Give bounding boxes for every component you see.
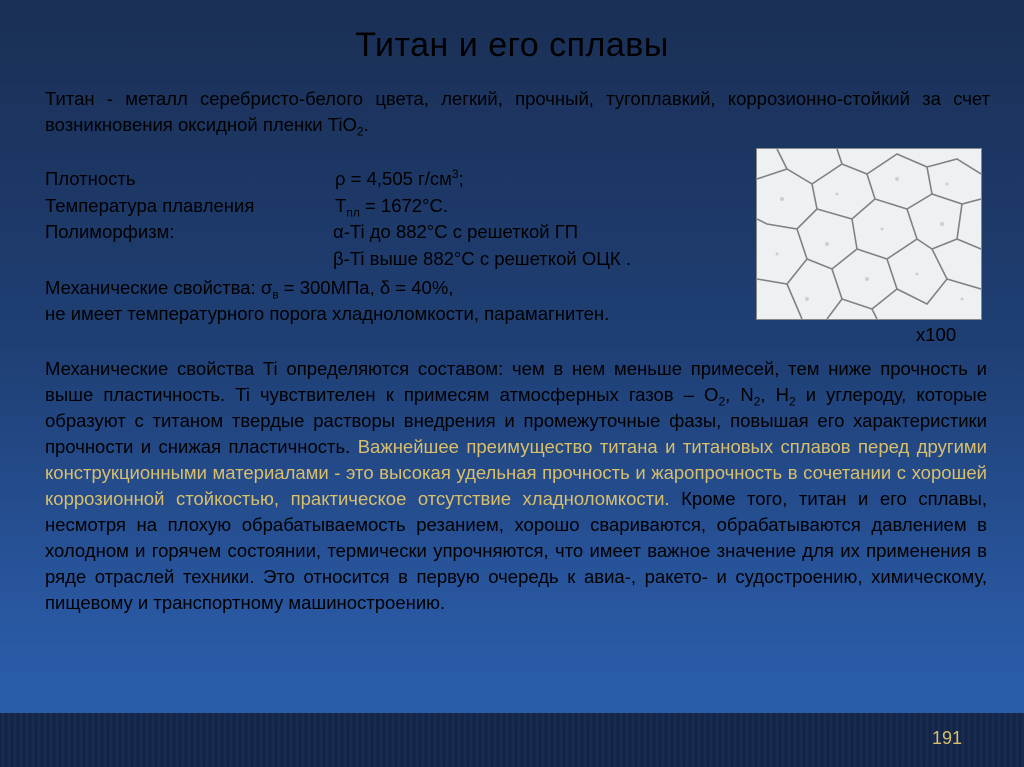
poly-beta: β-Ti выше 882°С с решеткой ОЦК . xyxy=(333,248,631,269)
density-label: Плотность xyxy=(45,168,136,189)
body-part3: Кроме того, титан и его сплавы, несмотря на плохую обрабатываемость резанием, хорошо свариваются, обрабатываются давлением в холодном и горячем состоянии, термически упрочняются, что имеет важное значение для их применения в ряде отраслей техники. Это относится в первую очередь к авиа-, ракето- и судостроению, химическому, пищевому и транспортному машиностроению. xyxy=(45,488,987,613)
density-sup: 3 xyxy=(451,166,459,181)
intro-paragraph xyxy=(45,86,990,138)
melt-value xyxy=(335,193,448,219)
slide-title: Титан и его сплавы xyxy=(355,26,669,64)
n2-sub: 2 xyxy=(753,394,761,409)
intro-end: . xyxy=(363,114,369,135)
microstructure-image xyxy=(756,148,982,320)
mech-value: = 300МПа, δ = 40%, xyxy=(278,277,454,298)
mech-sub: в xyxy=(272,287,279,302)
body-h: , H xyxy=(760,384,789,405)
density-value xyxy=(335,166,464,192)
intro-text: Титан - металл серебристо-белого цвета, легкий, прочный, тугоплавкий, коррозионно-стойкий за счет возникновения оксидной пленки TiO xyxy=(45,88,990,135)
melt-t: T xyxy=(335,195,347,216)
body-n: , N xyxy=(725,384,754,405)
melt-label: Температура плавления xyxy=(45,195,255,216)
image-caption: x100 xyxy=(916,324,957,345)
o2-sub: 2 xyxy=(718,394,726,409)
density-text: ρ = 4,505 г/см xyxy=(335,168,452,189)
intro-sub: 2 xyxy=(356,124,364,139)
poly-label: Полиморфизм: xyxy=(45,221,175,242)
body-paragraph xyxy=(45,356,987,616)
melt-text: = 1672°С. xyxy=(359,195,448,216)
h2-sub: 2 xyxy=(788,394,796,409)
density-end: ; xyxy=(458,168,464,189)
highlight-text: Важнейшее преимущество титана и титановых сплавов перед другими конструкционными материалами - это высокая удельная прочность и жаропрочность в сочетании с хорошей коррозионной стойкостью, практическое отсутствие хладноломкости. xyxy=(45,436,987,509)
mech-label: Механические свойства: σ xyxy=(45,277,273,298)
page-number: 191 xyxy=(931,728,962,748)
mech-line xyxy=(45,275,453,301)
microstructure-grains xyxy=(757,149,981,319)
poly-alpha: α-Ti до 882°С с решеткой ГП xyxy=(333,221,579,242)
bottom-band xyxy=(0,713,1024,767)
extra-line: не имеет температурного порога хладноломкости, парамагнитен. xyxy=(45,303,610,324)
melt-sub: пл xyxy=(346,205,360,220)
body-part1: Механические свойства Ti определяются составом: чем в нем меньше примесей, тем ниже прочность и выше пластичность. Ti чувствителен к примесям атмосферных газов – O xyxy=(45,358,987,405)
body-part2: и углероду, которые образуют с титаном твердые растворы внедрения и промежуточные фазы, повышая его характеристики прочности и снижая пластичность. xyxy=(45,384,988,457)
